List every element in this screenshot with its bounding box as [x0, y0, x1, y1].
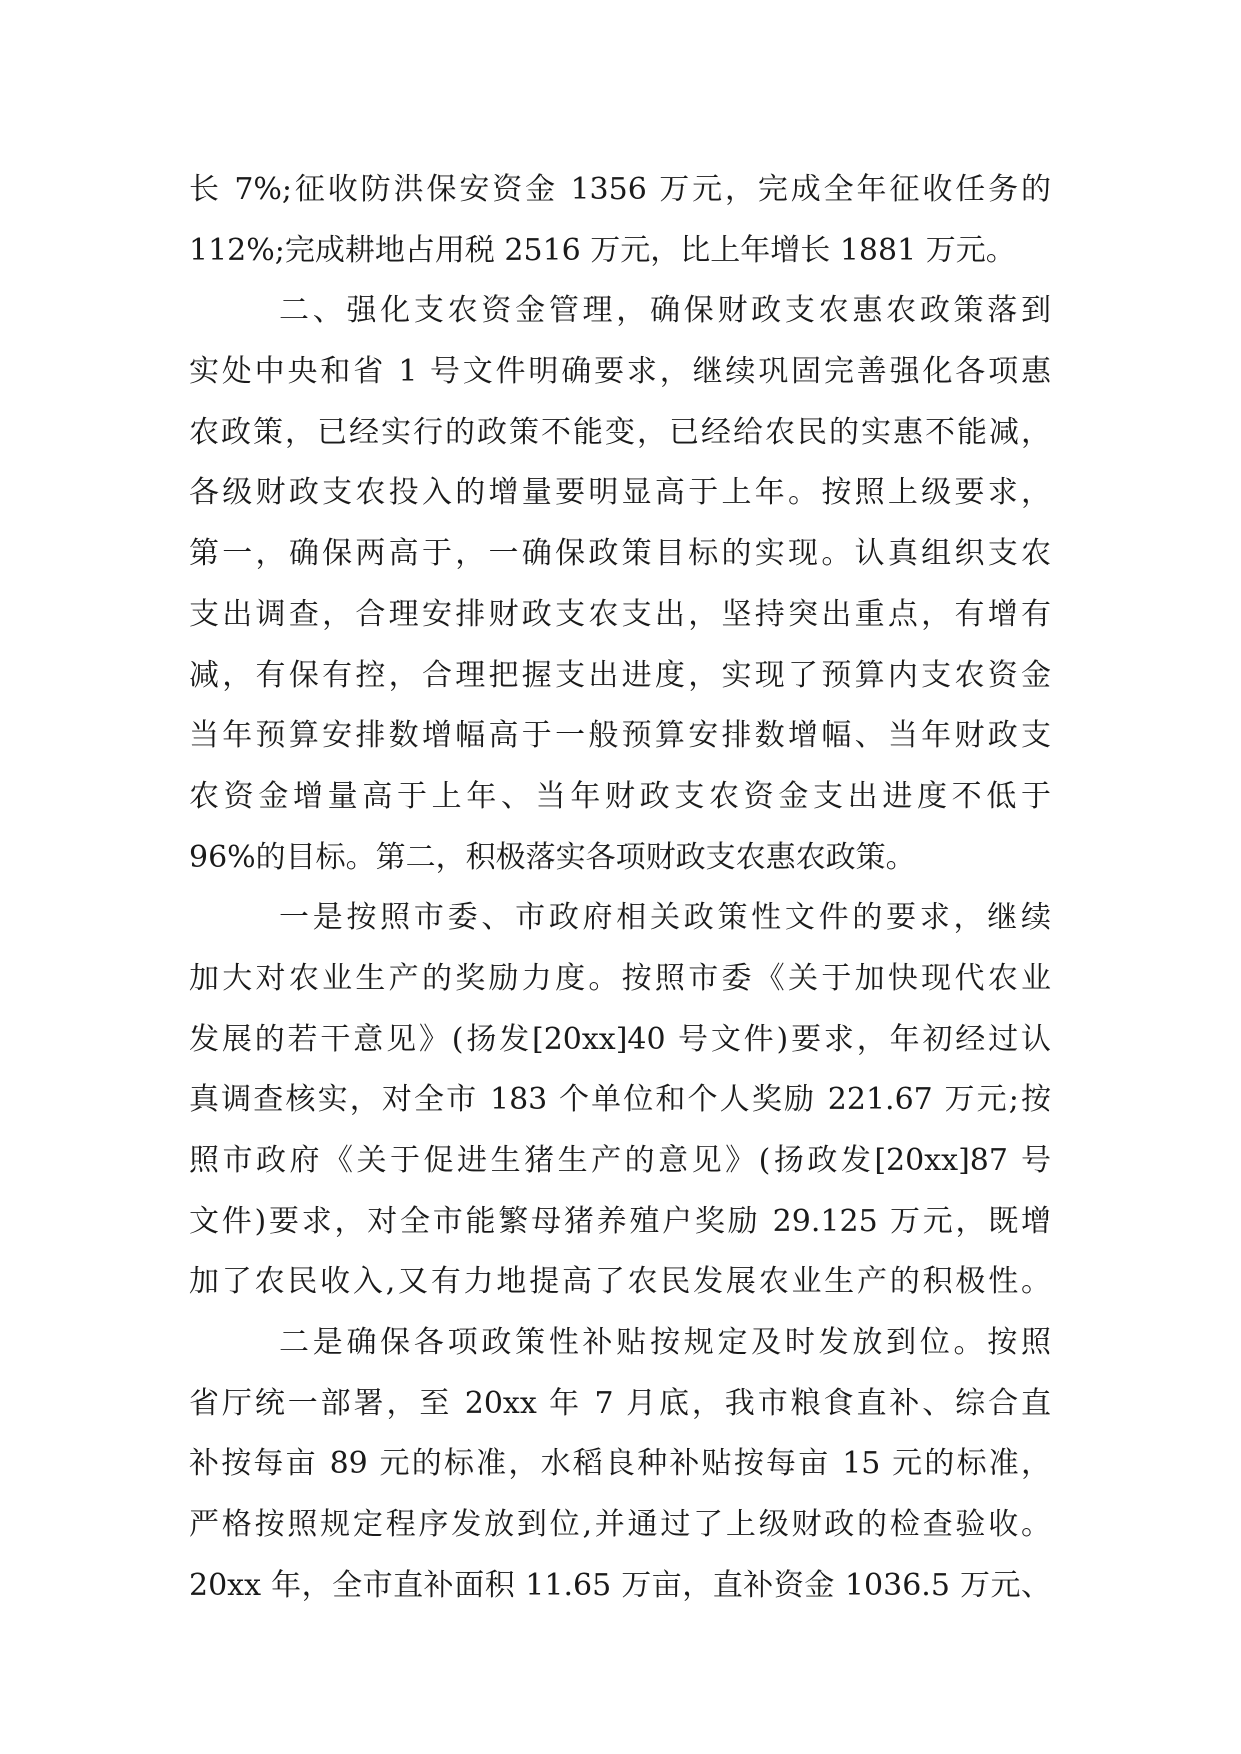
text-line: 支出调查，合理安排财政支农支出，坚持突出重点，有增有: [189, 596, 1051, 632]
text-line: 农资金增量高于上年、当年财政支农资金支出进度不低于: [189, 778, 1051, 814]
text-line: 补按每亩 89 元的标准，水稻良种补贴按每亩 15 元的标准，: [189, 1446, 1051, 1482]
text-line: 112%;完成耕地占用税 2516 万元，比上年增长 1881 万元。: [189, 232, 1016, 268]
text-line: 20xx 年，全市直补面积 11.65 万亩，直补资金 1036.5 万元、: [189, 1567, 1051, 1603]
body-text: [189, 160, 1051, 1617]
text-line: 当年预算安排数增幅高于一般预算安排数增幅、当年财政支: [189, 718, 1051, 754]
text-line: 长 7%;征收防洪保安资金 1356 万元，完成全年征收任务的: [189, 172, 1051, 207]
text-line: 发展的若干意见》(扬发[20xx]40 号文件)要求，年初经过认: [189, 1021, 1051, 1057]
paragraph-first-line: 二是确保各项政策性补贴按规定及时发放到位。按照: [279, 1325, 1051, 1361]
text-line: 真调查核实，对全市 183 个单位和个人奖励 221.67 万元;按: [189, 1082, 1051, 1118]
text-line: 农政策，已经实行的政策不能变，已经给农民的实惠不能减，: [189, 414, 1051, 450]
text-line: 省厅统一部署，至 20xx 年 7 月底，我市粮食直补、综合直: [189, 1385, 1051, 1421]
text-line: 第一，确保两高于，一确保政策目标的实现。认真组织支农: [189, 536, 1051, 572]
text-line: 加大对农业生产的奖励力度。按照市委《关于加快现代农业: [189, 960, 1051, 996]
text-line: 各级财政支农投入的增量要明显高于上年。按照上级要求，: [189, 475, 1051, 511]
text-line: 96%的目标。第二，积极落实各项财政支农惠农政策。: [189, 839, 916, 875]
paragraph-first-line: 二、强化支农资金管理，确保财政支农惠农政策落到: [279, 293, 1051, 329]
text-line: 照市政府《关于促进生猪生产的意见》(扬政发[20xx]87 号: [189, 1143, 1051, 1178]
text-line: 实处中央和省 1 号文件明确要求，继续巩固完善强化各项惠: [189, 354, 1051, 390]
text-line: 加了农民收入,又有力地提高了农民发展农业生产的积极性。: [189, 1264, 1051, 1300]
text-line: 减，有保有控，合理把握支出进度，实现了预算内支农资金: [189, 657, 1051, 693]
text-line: 严格按照规定程序发放到位,并通过了上级财政的检查验收。: [189, 1507, 1051, 1543]
paragraph-first-line: 一是按照市委、市政府相关政策性文件的要求，继续: [279, 900, 1051, 936]
text-line: 文件)要求，对全市能繁母猪养殖户奖励 29.125 万元，既增: [189, 1203, 1051, 1239]
